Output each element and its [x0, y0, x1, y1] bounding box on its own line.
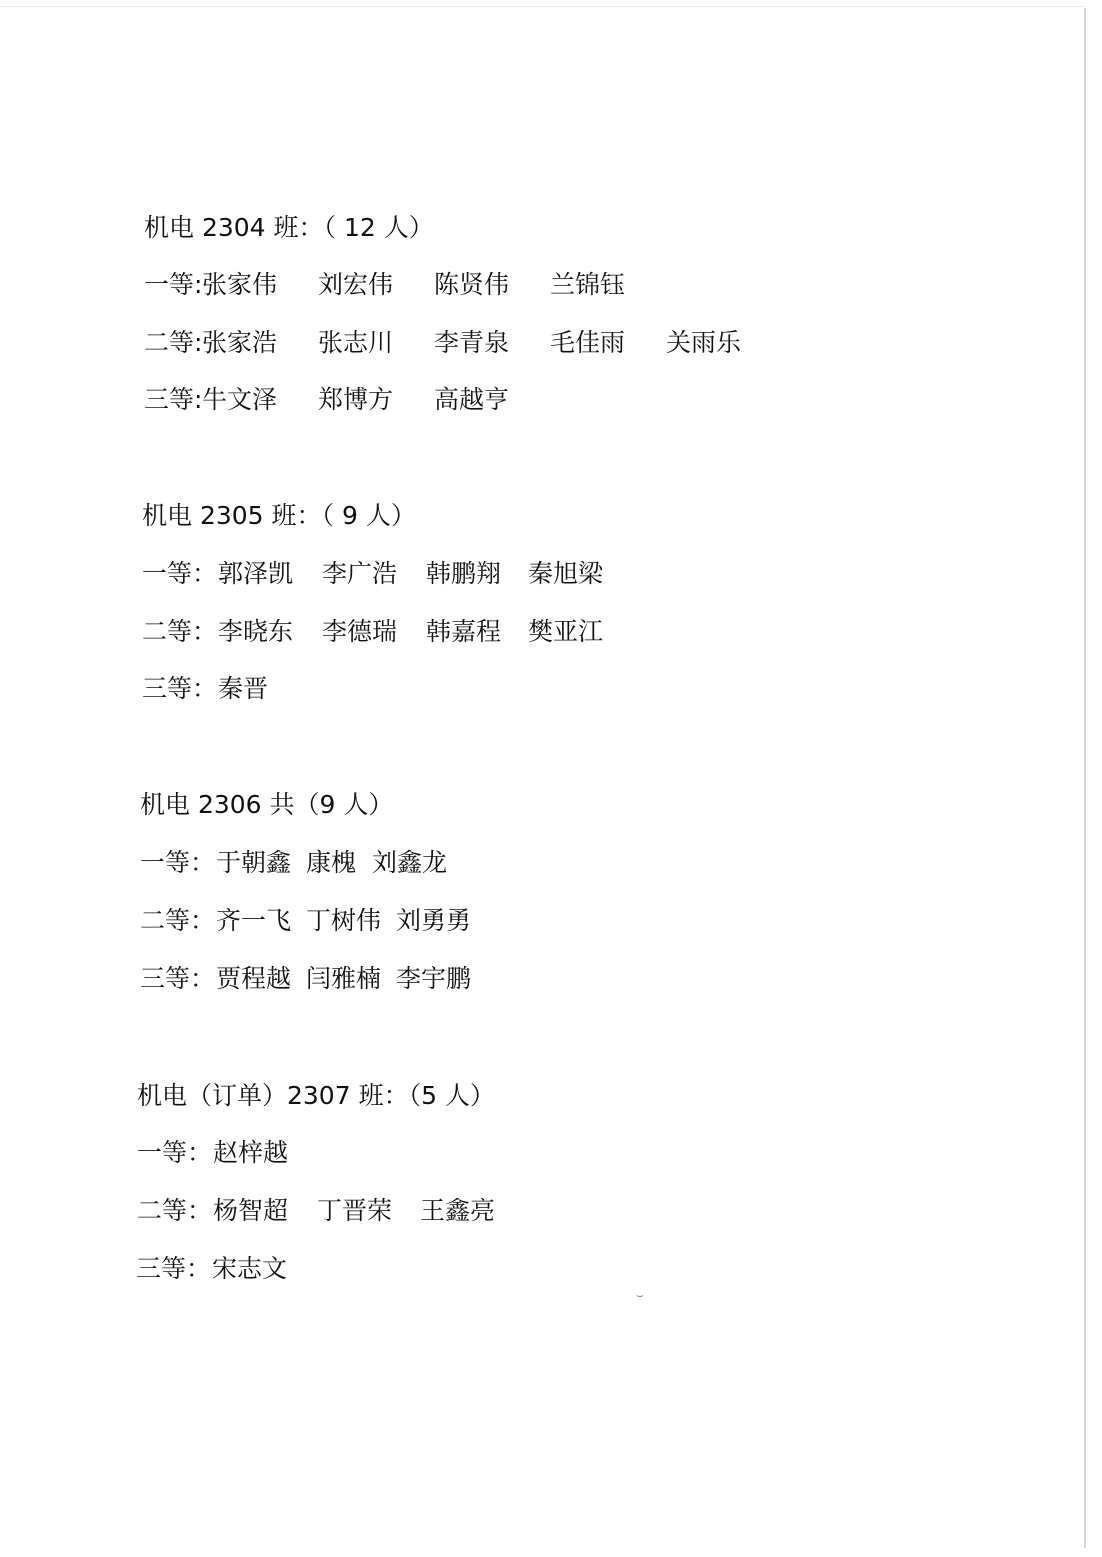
student-name: 张家浩: [202, 328, 278, 357]
student-name: 李德瑞: [322, 617, 398, 646]
student-name: 李晓东: [218, 617, 294, 646]
class-2306-first-prize-row: [140, 843, 840, 883]
student-name: 秦晋: [218, 674, 269, 703]
prize-label: 三等：: [142, 674, 218, 703]
class-2305-second-prize-row: [142, 612, 842, 652]
student-name: 郭泽凯: [218, 559, 294, 588]
class-2305-third-prize-row: [142, 669, 842, 709]
student-name: 韩鹏翔: [426, 559, 502, 588]
student-name: 赵梓越: [213, 1138, 289, 1167]
student-name: 张家伟: [202, 270, 278, 299]
class-2307-third-prize-row: [136, 1249, 836, 1289]
student-name: 闫雅楠: [306, 964, 382, 993]
class-2306-third-prize-row: [140, 959, 840, 999]
prize-label: 三等:: [144, 385, 203, 414]
prize-label: 二等：: [142, 617, 218, 646]
student-name: 秦旭梁: [528, 559, 604, 588]
prize-label: 一等：: [142, 559, 218, 588]
class-2305-first-prize-row: [142, 554, 842, 594]
student-name: 康槐: [306, 848, 357, 877]
prize-label: 三等：: [136, 1254, 212, 1283]
student-name: 丁树伟: [306, 906, 382, 935]
student-name: 郑博方: [318, 385, 394, 414]
class-2304-third-prize-row: [144, 380, 844, 420]
prize-label: 二等：: [140, 906, 216, 935]
class-2304-heading: 机电 2304 班：（ 12 人）: [144, 213, 434, 242]
student-name: 李青泉: [434, 328, 510, 357]
class-2307-second-prize-row: [137, 1191, 837, 1231]
student-name: 牛文泽: [202, 385, 278, 414]
student-name: 高越亨: [434, 385, 510, 414]
student-name: 兰锦钰: [550, 270, 626, 299]
prize-label: 一等：: [140, 848, 216, 877]
class-2306-second-prize-row: [140, 901, 840, 941]
student-name: 杨智超: [213, 1196, 289, 1225]
student-name: 毛佳雨: [550, 328, 626, 357]
student-name: 樊亚江: [528, 617, 604, 646]
student-name: 李宇鹏: [396, 964, 472, 993]
prize-label: 三等：: [140, 964, 216, 993]
class-2305-heading: 机电 2305 班：（ 9 人）: [142, 501, 416, 530]
student-name: 韩嘉程: [426, 617, 502, 646]
student-name: 刘宏伟: [318, 270, 394, 299]
prize-label: 一等：: [137, 1138, 213, 1167]
student-name: 刘勇勇: [396, 906, 472, 935]
class-2304-second-prize-row: [144, 323, 844, 363]
scan-top-edge: [0, 6, 1084, 7]
scan-right-edge: [1084, 8, 1086, 1548]
student-name: 王鑫亮: [420, 1196, 496, 1225]
class-2304-first-prize-row: [144, 265, 844, 305]
student-name: 关雨乐: [666, 328, 742, 357]
scan-speck: ⌣: [636, 1288, 644, 1302]
student-name: 于朝鑫: [216, 848, 292, 877]
student-name: 张志川: [318, 328, 394, 357]
student-name: 刘鑫龙: [372, 848, 448, 877]
class-2307-first-prize-row: [137, 1133, 837, 1173]
student-name: 贾程越: [216, 964, 292, 993]
student-name: 宋志文: [212, 1254, 288, 1283]
student-name: 齐一飞: [216, 906, 292, 935]
prize-label: 二等：: [137, 1196, 213, 1225]
class-2307-heading: 机电（订单）2307 班：（5 人）: [137, 1081, 495, 1110]
prize-label: 一等:: [144, 270, 203, 299]
student-name: 丁晋荣: [317, 1196, 393, 1225]
student-name: 李广浩: [322, 559, 398, 588]
class-2306-heading: 机电 2306 共（9 人）: [140, 790, 394, 819]
prize-label: 二等:: [144, 328, 203, 357]
student-name: 陈贤伟: [434, 270, 510, 299]
